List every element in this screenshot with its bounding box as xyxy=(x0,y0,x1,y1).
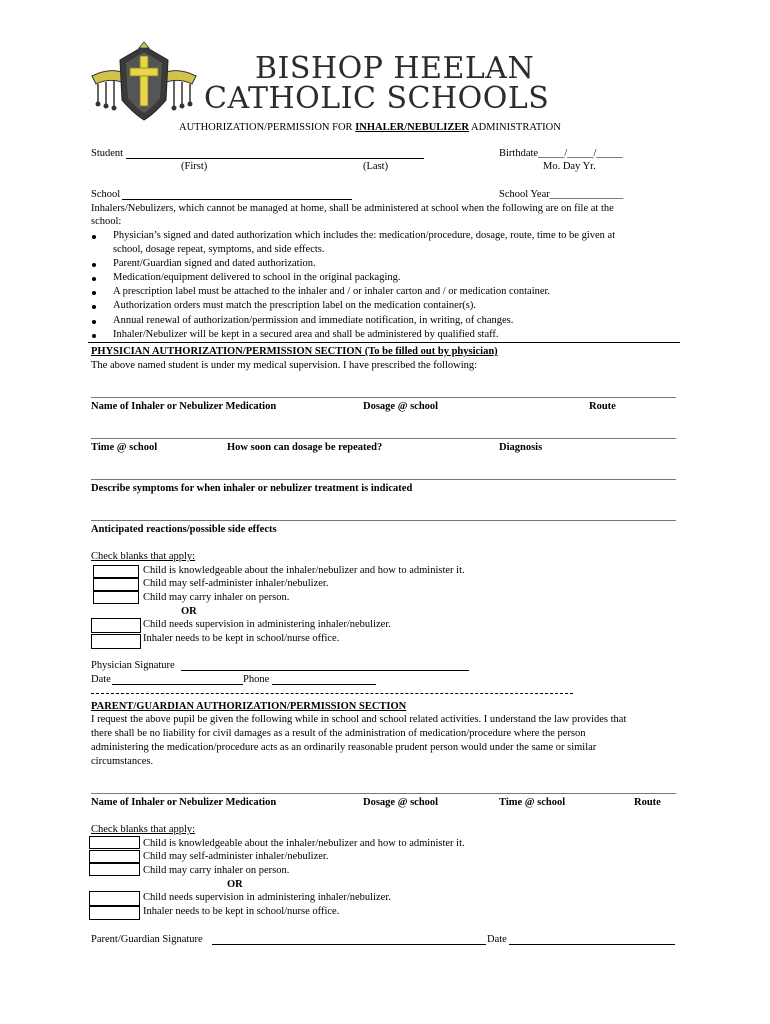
or-separator: OR xyxy=(181,606,197,617)
form-title xyxy=(179,122,561,134)
parent-check-option: Child needs supervision in administering inhaler/nebulizer. xyxy=(143,892,391,903)
requirement-item: Parent/Guardian signed and dated authorization. xyxy=(113,258,316,269)
parent-date-field[interactable] xyxy=(509,944,675,945)
physician-phone-field[interactable] xyxy=(272,684,376,685)
bullet-dot xyxy=(92,277,96,281)
route-label: Route xyxy=(589,401,616,412)
title-post: ADMINISTRATION xyxy=(468,122,561,133)
checkbox-supervision[interactable] xyxy=(91,618,141,633)
reactions-label: Anticipated reactions/possible side effects xyxy=(91,524,277,535)
bullet-dot xyxy=(92,320,96,324)
bullet-dot xyxy=(92,235,96,239)
requirement-item: Annual renewal of authorization/permission and immediate notification, in writing, of changes. xyxy=(113,315,514,326)
school-field[interactable] xyxy=(122,199,352,200)
check-option: Child may self-administer inhaler/nebulizer. xyxy=(143,578,329,589)
check-blanks-label: Check blanks that apply: xyxy=(91,551,196,562)
parent-route-label: Route xyxy=(634,797,661,808)
parent-check-option: Child is knowledgeable about the inhaler/nebulizer and how to administer it. xyxy=(143,838,465,849)
physician-section-heading: PHYSICIAN AUTHORIZATION/PERMISSION SECTION (To be filled out by physician) xyxy=(91,346,498,357)
check-option: Child needs supervision in administering inhaler/nebulizer. xyxy=(143,619,391,630)
parent-checkbox-supervision[interactable] xyxy=(89,891,140,906)
diagnosis-label: Diagnosis xyxy=(499,442,543,453)
physician-date-label: Date xyxy=(91,674,111,685)
parent-signature-field[interactable] xyxy=(212,944,486,945)
repeat-label: How soon can dosage be repeated? xyxy=(227,442,383,453)
parent-checkbox-knowledgeable[interactable] xyxy=(89,836,140,849)
parent-paragraph-line: there shall be no liability for civil damages as a result of the administration of medication/procedure where the person xyxy=(91,728,586,739)
intro-line1: Inhalers/Nebulizers, which cannot be managed at home, shall be administered at school when the following are on file at the xyxy=(91,203,614,214)
student-label: Student xyxy=(91,148,124,159)
symptoms-line[interactable] xyxy=(91,479,676,480)
crest-icon xyxy=(88,42,200,122)
parent-paragraph-line: I request the above pupil be given the following while in school and school related activities. I understand the law provides that xyxy=(91,714,627,725)
bullet-dot xyxy=(92,305,96,309)
school-year-field[interactable]: School Year______________ xyxy=(499,189,624,200)
check-option: Inhaler needs to be kept in school/nurse office. xyxy=(143,633,340,644)
bullet-dot xyxy=(92,334,96,338)
parent-check-blanks-label: Check blanks that apply: xyxy=(91,824,196,835)
parent-check-option: Child may self-administer inhaler/nebulizer. xyxy=(143,851,329,862)
first-name-caption: (First) xyxy=(181,161,208,172)
parent-checkbox-carry[interactable] xyxy=(89,863,140,876)
checkbox-knowledgeable[interactable] xyxy=(93,565,139,578)
bullet-dot xyxy=(92,263,96,267)
section-divider xyxy=(88,342,680,343)
birthdate-caption: Mo. Day Yr. xyxy=(543,161,596,172)
time-label: Time @ school xyxy=(91,442,158,453)
parent-dosage-label: Dosage @ school xyxy=(363,797,439,808)
reactions-line[interactable] xyxy=(91,520,676,521)
physician-phone-label: Phone xyxy=(243,674,270,685)
symptoms-label: Describe symptoms for when inhaler or nebulizer treatment is indicated xyxy=(91,483,413,494)
parent-or-separator: OR xyxy=(227,879,243,890)
medication-line[interactable] xyxy=(91,397,676,398)
requirement-item: A prescription label must be attached to the inhaler and / or inhaler carton and / or medication container. xyxy=(113,286,551,297)
parent-paragraph-line: administering the medication/procedure acts as an ordinarily reasonable prudent person would under the same or similar xyxy=(91,742,597,753)
student-name-field[interactable] xyxy=(126,158,424,159)
bullet-dot xyxy=(92,291,96,295)
medication-name-label: Name of Inhaler or Nebulizer Medication xyxy=(91,401,277,412)
requirement-item: Inhaler/Nebulizer will be kept in a secured area and shall be administered by qualified staff. xyxy=(113,329,499,340)
parent-medication-line[interactable] xyxy=(91,793,676,794)
last-name-caption: (Last) xyxy=(363,161,389,172)
physician-signature-label: Physician Signature xyxy=(91,660,175,671)
check-option: Child may carry inhaler on person. xyxy=(143,592,290,603)
parent-paragraph-line: circumstances. xyxy=(91,756,154,767)
dosage-label: Dosage @ school xyxy=(363,401,439,412)
requirement-item: Medication/equipment delivered to school in the original packaging. xyxy=(113,272,401,283)
title-pre: AUTHORIZATION/PERMISSION FOR xyxy=(179,122,356,133)
time-line[interactable] xyxy=(91,438,676,439)
org-name-line1: BISHOP HEELAN xyxy=(255,51,535,86)
physician-statement: The above named student is under my medical supervision. I have prescribed the following: xyxy=(91,360,478,371)
school-label: School xyxy=(91,189,121,200)
parent-signature-label: Parent/Guardian Signature xyxy=(91,934,203,945)
title-emphasis: INHALER/NEBULIZER xyxy=(355,122,469,133)
parent-check-option: Child may carry inhaler on person. xyxy=(143,865,290,876)
cut-line xyxy=(91,693,573,694)
parent-time-label: Time @ school xyxy=(499,797,566,808)
checkbox-self-administer[interactable] xyxy=(93,578,139,591)
parent-medication-name-label: Name of Inhaler or Nebulizer Medication xyxy=(91,797,277,808)
parent-check-option: Inhaler needs to be kept in school/nurse office. xyxy=(143,906,340,917)
checkbox-carry[interactable] xyxy=(93,591,139,604)
intro-line2: school: xyxy=(91,216,122,227)
physician-date-field[interactable] xyxy=(112,684,243,685)
parent-date-label: Date xyxy=(487,934,507,945)
physician-signature-field[interactable] xyxy=(181,670,469,671)
check-option: Child is knowledgeable about the inhaler/nebulizer and how to administer it. xyxy=(143,565,465,576)
checkbox-nurse-office[interactable] xyxy=(91,634,141,649)
parent-checkbox-self-administer[interactable] xyxy=(89,850,140,863)
org-name-line2: CATHOLIC SCHOOLS xyxy=(204,81,550,116)
requirement-item: Physician’s signed and dated authorization which includes the: medication/procedure, dosage, route, time to be given at xyxy=(113,230,616,241)
requirement-item: Authorization orders must match the prescription label on the medication container(s). xyxy=(113,300,477,311)
parent-checkbox-nurse-office[interactable] xyxy=(89,906,140,920)
requirement-item-cont: school, dosage repeat, symptoms, and side effects. xyxy=(113,244,325,255)
parent-section-heading: PARENT/GUARDIAN AUTHORIZATION/PERMISSION SECTION xyxy=(91,701,407,712)
birthdate-field[interactable]: Birthdate_____/_____/_____ xyxy=(499,148,623,159)
